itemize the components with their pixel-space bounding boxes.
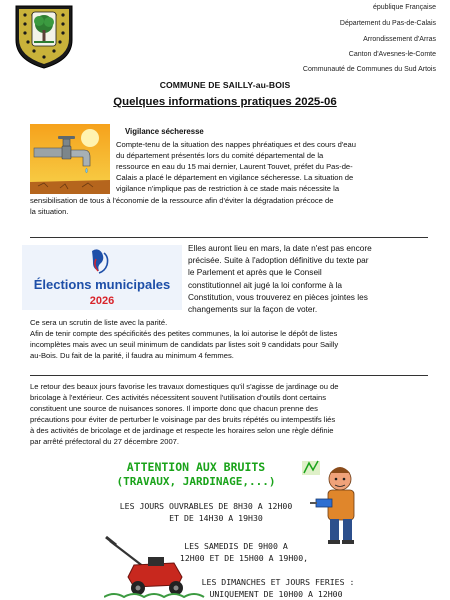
poster-weekdays-line: ET DE 14H30 A 19H30 — [169, 513, 263, 523]
elections-line: Ce sera un scrutin de liste avec la parité. — [30, 318, 168, 327]
header-line-communaute: Communauté de Communes du Sud Artois — [302, 66, 436, 73]
header-line-republic: épublique Française — [372, 4, 436, 11]
municipal-elections-2026-image — [22, 245, 182, 310]
drought-line: Compte-tenu de la situation des nappes phréatiques et des cours d'eau — [116, 140, 356, 149]
drought-line: sensibilisation de tous à l'économie de la ressource afin d'éviter la dégradation précoce de — [30, 196, 334, 205]
election-image-year: 2026 — [89, 295, 115, 307]
drought-line: ressource en eau du 15 mai dernier, Laurent Touvet, préfet du Pas-de- — [116, 162, 353, 171]
poster-sundays-line: LES DIMANCHES ET JOURS FERIES : — [201, 577, 355, 587]
noise-text — [30, 381, 339, 447]
elections-line: le Parlement et après que le Conseil — [188, 267, 322, 278]
noise-line: précautions pour éviter de perturber le voisinage par des bruits répétés ou intempestifs liés — [30, 415, 336, 424]
poster-subtitle: (TRAVAUX, JARDINAGE,...) — [116, 475, 276, 488]
noise-line: constituent une source de nuisances sonores. Il importe donc que chacun prenne des — [30, 404, 318, 413]
drought-line: du département présentés lors du comité départemental de la — [116, 151, 324, 160]
elections-line: changements sur la façon de voter. — [188, 304, 318, 315]
noise-hours-poster — [104, 457, 370, 600]
dry-faucet-image — [30, 124, 110, 194]
header-line-canton: Canton d'Avesnes-le-Comte — [348, 51, 436, 58]
elections-full-text — [30, 317, 338, 361]
drought-line: la situation. — [30, 207, 69, 216]
elections-line: incomplètes mais avec un seuil minimum de candidats par listes soit 9 candidats pour Sailly — [30, 340, 339, 349]
section-divider — [30, 375, 428, 376]
poster-title: ATTENTION AUX BRUITS — [126, 460, 266, 474]
poster-sundays-line: UNIQUEMENT DE 10H00 A 12H00 — [209, 589, 343, 599]
page-title: Quelques informations pratiques 2025-06 — [113, 96, 337, 108]
election-image-title: Élections municipales — [33, 277, 171, 292]
drought-side-text — [116, 139, 356, 194]
elections-line: Afin de tenir compte des spécificités des petites communes, la loi autorise le dépôt de listes — [30, 329, 338, 338]
commune-name: COMMUNE DE SAILLY-au-BOIS — [159, 80, 291, 90]
poster-saturdays-line: 12H00 ET DE 15H00 A 19H00, — [179, 553, 309, 563]
elections-line: Elles auront lieu en mars, la date n'est pas encore — [188, 243, 372, 253]
noise-line: Le retour des beaux jours favorise les travaux domestiques qu'il s'agisse de jardinage ou de — [30, 382, 339, 391]
elections-line: au-Bois. Du fait de la parité, il faudra au minimum 4 femmes. — [30, 351, 234, 360]
poster-saturdays-line: LES SAMEDIS DE 9H00 A — [184, 541, 288, 551]
noise-line: bricolage à l'extérieur. Ces activités nécessitent souvent l'utilisation d'outils dont certains — [30, 393, 327, 402]
poster-corner-logo — [302, 461, 320, 475]
section-divider — [30, 237, 428, 238]
header-line-arrondissement: Arrondissement d'Arras — [363, 36, 436, 43]
municipal-crest-image — [14, 4, 74, 70]
drought-full-text — [30, 195, 333, 217]
elections-side-text — [188, 242, 372, 315]
header-line-department: Département du Pas-de-Calais — [339, 20, 436, 27]
poster-weekdays-line: LES JOURS OUVRABLES DE 8H30 A 12H00 — [119, 501, 293, 511]
drought-line: vigilance n'implique pas de restriction à ce stade mais nécessite la — [116, 184, 340, 193]
noise-line: à des activités de bricolage et de jardinage et respecte les horaires selon une règle définie — [30, 426, 334, 435]
elections-line: précisée. Suite à l'adoption définitive du texte par — [188, 255, 369, 266]
noise-line: par arrêté préfectoral du 27 décembre 2007. — [30, 437, 180, 446]
elections-line: constitutionnel ait jugé la loi conforme à la — [188, 279, 343, 290]
elections-line: Constitution, vous trouverez en pièces jointes les — [188, 291, 368, 302]
drought-line: Calais a placé le département en vigilance sécheresse. La situation de — [116, 173, 354, 182]
drought-heading: Vigilance sécheresse — [125, 127, 204, 136]
